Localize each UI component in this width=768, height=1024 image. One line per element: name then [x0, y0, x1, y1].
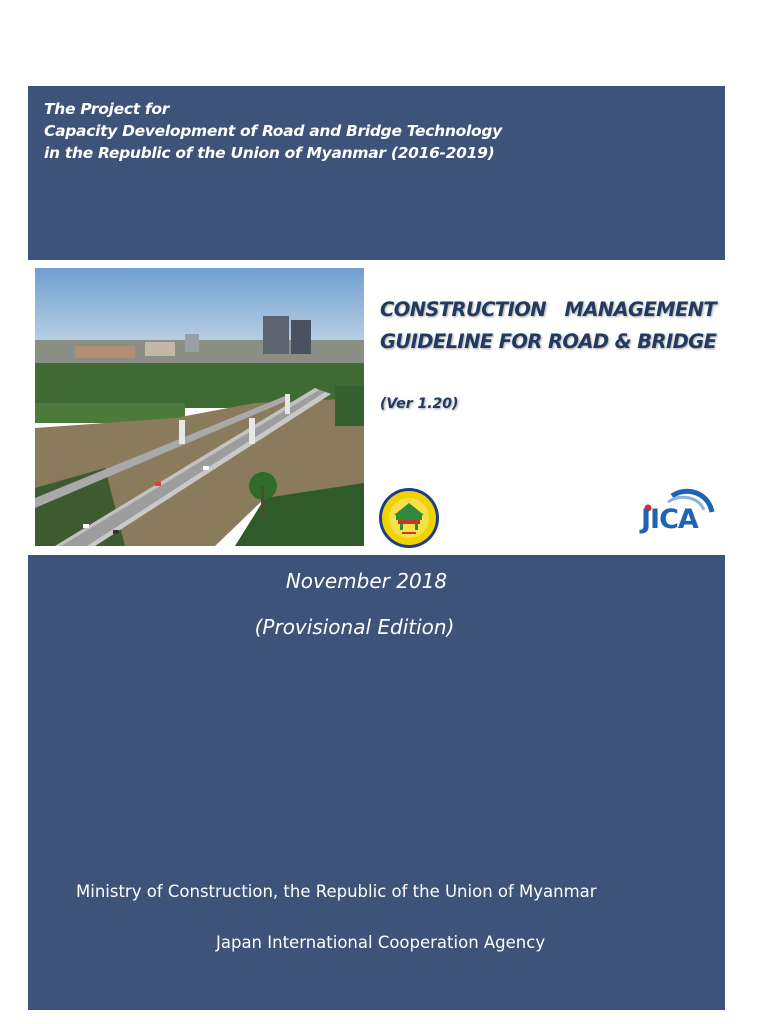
guideline-title-line-2: GUIDELINE FOR ROAD & BRIDGE [380, 330, 717, 353]
agency-name: Japan International Cooperation Agency [216, 933, 546, 952]
version-label: (Ver 1.20) [380, 396, 459, 412]
jica-wordmark: JICA [641, 504, 698, 535]
guideline-title [380, 294, 716, 358]
ministry-name: Ministry of Construction, the Republic of the Union of Myanmar [76, 882, 597, 901]
publication-date: November 2018 [285, 569, 448, 593]
edition-label: (Provisional Edition) [254, 615, 455, 639]
publication-info-band [28, 555, 725, 1010]
project-header-band [28, 86, 725, 260]
project-title [44, 98, 502, 164]
guideline-title-line-1: CONSTRUCTION MANAGEMENT [380, 298, 717, 321]
project-title-line-3: in the Republic of the Union of Myanmar (2016-2019) [44, 144, 495, 162]
project-title-line-2: Capacity Development of Road and Bridge Technology [44, 122, 502, 140]
jica-logo [634, 486, 718, 546]
ministry-of-construction-logo [378, 487, 440, 549]
bridge-photo [35, 268, 364, 546]
project-title-line-1: The Project for [44, 100, 170, 118]
